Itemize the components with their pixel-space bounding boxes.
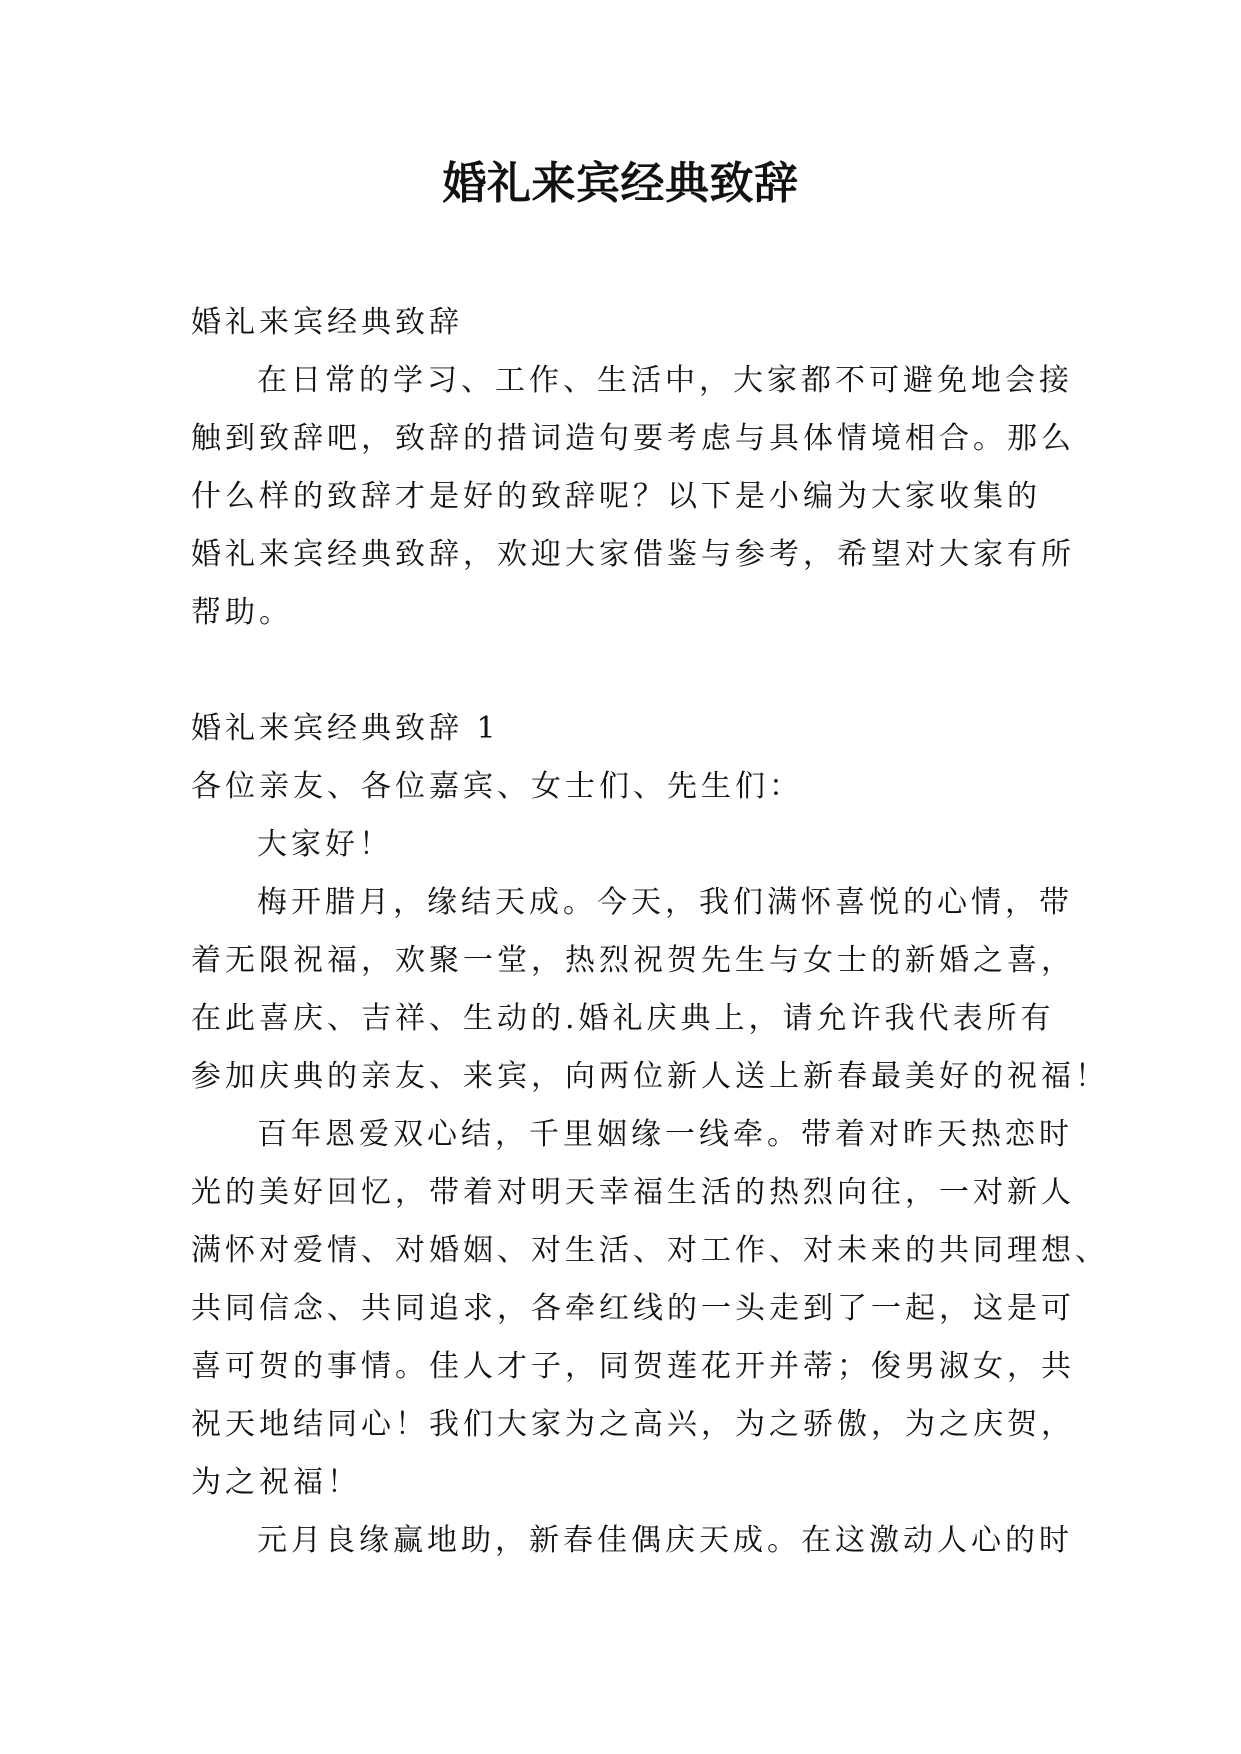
intro-line: 在日常的学习、工作、生活中，大家都不可避免地会接 <box>257 363 1073 398</box>
document-title: 婚礼来宾经典致辞 <box>442 158 799 209</box>
paragraph-1-line: 参加庆典的亲友、来宾，向两位新人送上新春最美好的祝福！ <box>191 1059 1109 1094</box>
section-heading: 婚礼来宾经典致辞 1 <box>191 711 500 746</box>
paragraph-1-line: 梅开腊月，缘结天成。今天，我们满怀喜悦的心情，带 <box>257 885 1073 920</box>
paragraph-2-line: 百年恩爱双心结，千里姻缘一线牵。带着对昨天热恋时 <box>257 1117 1073 1152</box>
intro-line: 帮助。 <box>191 595 293 630</box>
intro-heading: 婚礼来宾经典致辞 <box>191 305 463 340</box>
paragraph-2-line: 满怀对爱情、对婚姻、对生活、对工作、对未来的共同理想、 <box>191 1233 1109 1268</box>
greeting: 大家好！ <box>257 827 393 862</box>
intro-line: 婚礼来宾经典致辞，欢迎大家借鉴与参考，希望对大家有所 <box>191 537 1075 572</box>
paragraph-3-line: 元月良缘赢地助，新春佳偶庆天成。在这激动人心的时 <box>257 1523 1073 1558</box>
intro-line: 什么样的致辞才是好的致辞呢？以下是小编为大家收集的 <box>191 479 1041 514</box>
section-spacer <box>191 642 1063 700</box>
paragraph-2-line: 喜可贺的事情。佳人才子，同贺莲花开并蒂；俊男淑女，共 <box>191 1349 1075 1384</box>
paragraph-2-line: 光的美好回忆，带着对明天幸福生活的热烈向往，一对新人 <box>191 1175 1075 1210</box>
paragraph-2-line: 共同信念、共同追求，各牵红线的一头走到了一起，这是可 <box>191 1291 1075 1326</box>
paragraph-1-line: 着无限祝福，欢聚一堂，热烈祝贺先生与女士的新婚之喜， <box>191 943 1075 978</box>
paragraph-1-line: 在此喜庆、吉祥、生动的.婚礼庆典上，请允许我代表所有 <box>191 1001 1055 1036</box>
salutation: 各位亲友、各位嘉宾、女士们、先生们： <box>191 769 803 804</box>
document-body <box>191 294 1109 1570</box>
paragraph-2-line: 为之祝福！ <box>191 1465 361 1500</box>
intro-line: 触到致辞吧，致辞的措词造句要考虑与具体情境相合。那么 <box>191 421 1075 456</box>
paragraph-2-line: 祝天地结同心！我们大家为之高兴，为之骄傲，为之庆贺， <box>191 1407 1075 1442</box>
